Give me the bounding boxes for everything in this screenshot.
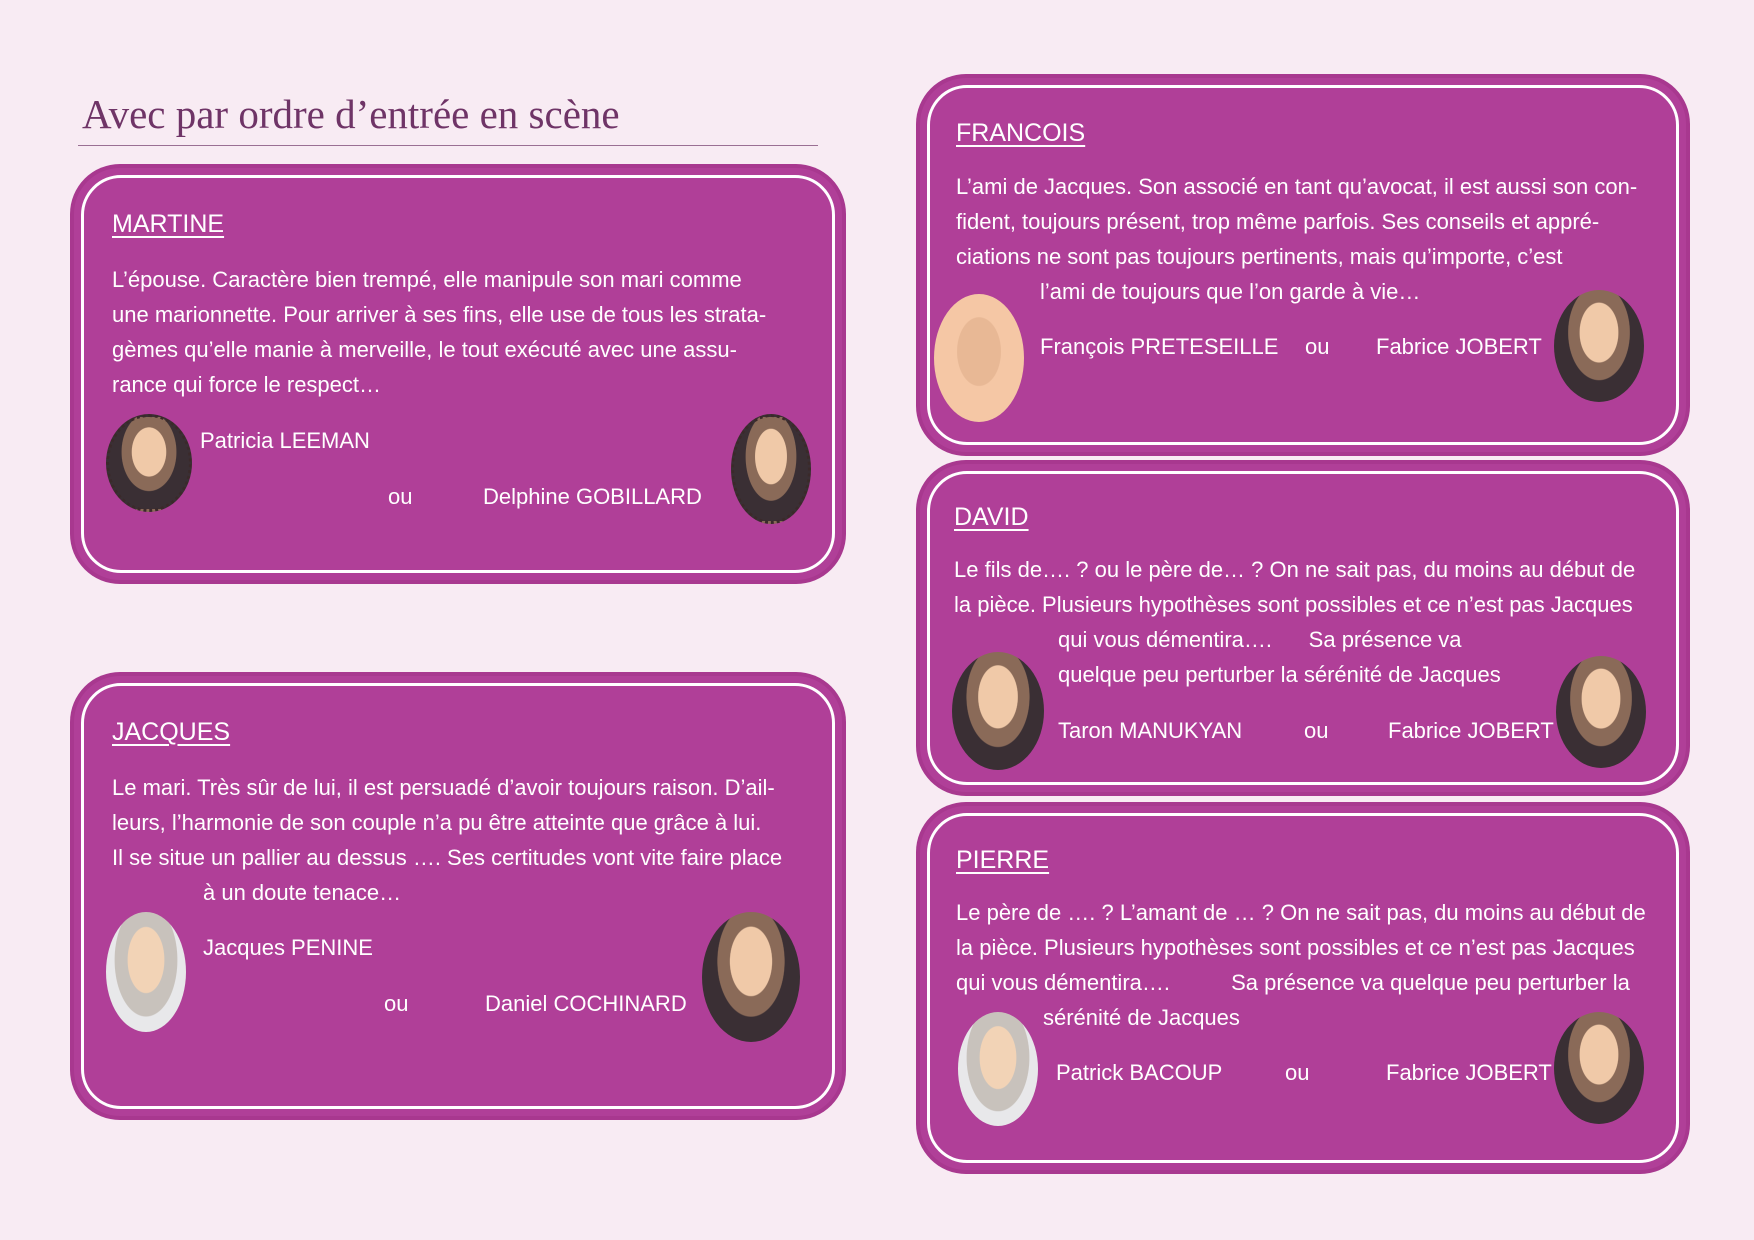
character-description: Le père de …. ? L’amant de … ? On ne sait pas, du moins au début de la pièce. Plusieurs hypothèses sont possibles et ce n’est pas Jacques qui vous démentira…. Sa présence va quelque peu perturber la sérénité de Jacques — [956, 900, 1646, 1030]
actor-photo — [952, 652, 1044, 770]
card-david — [920, 464, 1686, 792]
character-name: PIERRE — [956, 846, 1050, 874]
actor-photo — [702, 912, 800, 1042]
actor-name: Patricia LEEMAN — [200, 428, 370, 453]
actor-photo — [731, 414, 811, 524]
page-heading: Avec par ordre d’entrée en scène — [82, 91, 620, 137]
actor-name: Daniel COCHINARD — [485, 991, 687, 1016]
character-name: DAVID — [954, 503, 1029, 531]
actor-name: François PRETESEILLE — [1040, 334, 1279, 359]
actor-photo — [106, 912, 186, 1032]
card-pierre — [920, 806, 1686, 1170]
or-label: ou — [1304, 718, 1329, 743]
actor-name: Jacques PENINE — [203, 935, 373, 960]
actor-photo — [106, 414, 192, 512]
character-name: JACQUES — [112, 718, 231, 746]
card-jacques — [74, 676, 842, 1116]
heading-rule — [78, 145, 818, 146]
character-description: L’ami de Jacques. Son associé en tant qu’avocat, il est aussi son con- fident, toujours présent, trop même parfois. Ses conseils et appré- ciations ne sont pas toujours pertinents, mais qu’importe, c’est l’ami de toujours que l’on garde à vie… — [956, 174, 1638, 304]
actor-name: Patrick BACOUP — [1056, 1060, 1223, 1085]
actor-photo — [958, 1012, 1038, 1126]
actor-photo — [1554, 290, 1644, 402]
character-name: FRANCOIS — [956, 119, 1086, 147]
character-description: L’épouse. Caractère bien trempé, elle manipule son mari comme une marionnette. Pour arriver à ses fins, elle use de tous les strata- gèmes qu’elle manie à merveille, le tout exécuté avec une assu- rance qui force le respect… — [112, 267, 767, 397]
actor-name: Fabrice JOBERT — [1388, 718, 1554, 743]
actor-photo — [1556, 656, 1646, 768]
actor-name: Delphine GOBILLARD — [483, 484, 702, 509]
actor-name: Fabrice JOBERT — [1376, 334, 1542, 359]
or-label: ou — [1285, 1060, 1310, 1085]
actor-name: Taron MANUKYAN — [1058, 718, 1243, 743]
card-martine — [74, 168, 842, 580]
or-label: ou — [388, 484, 413, 509]
or-label: ou — [1305, 334, 1330, 359]
or-label: ou — [384, 991, 409, 1016]
character-description: Le mari. Très sûr de lui, il est persuadé d’avoir toujours raison. D’ail- leurs, l’harmonie de son couple n’a pu être atteinte que grâce à lui. Il se situe un pallier au dessus …. Ses certitudes vont vite faire place à un doute tenace… — [112, 775, 783, 905]
actor-photo — [934, 294, 1024, 422]
character-name: MARTINE — [112, 210, 225, 238]
character-description: Le fils de…. ? ou le père de… ? On ne sait pas, du moins au début de la pièce. Plusieurs hypothèses sont possibles et ce n’est pas Jacques qui vous démentira…. Sa présence va quelque peu perturber la sérénité de Jacques — [954, 557, 1636, 687]
actor-photo — [1554, 1012, 1644, 1124]
actor-name: Fabrice JOBERT — [1386, 1060, 1552, 1085]
card-francois — [920, 78, 1686, 452]
